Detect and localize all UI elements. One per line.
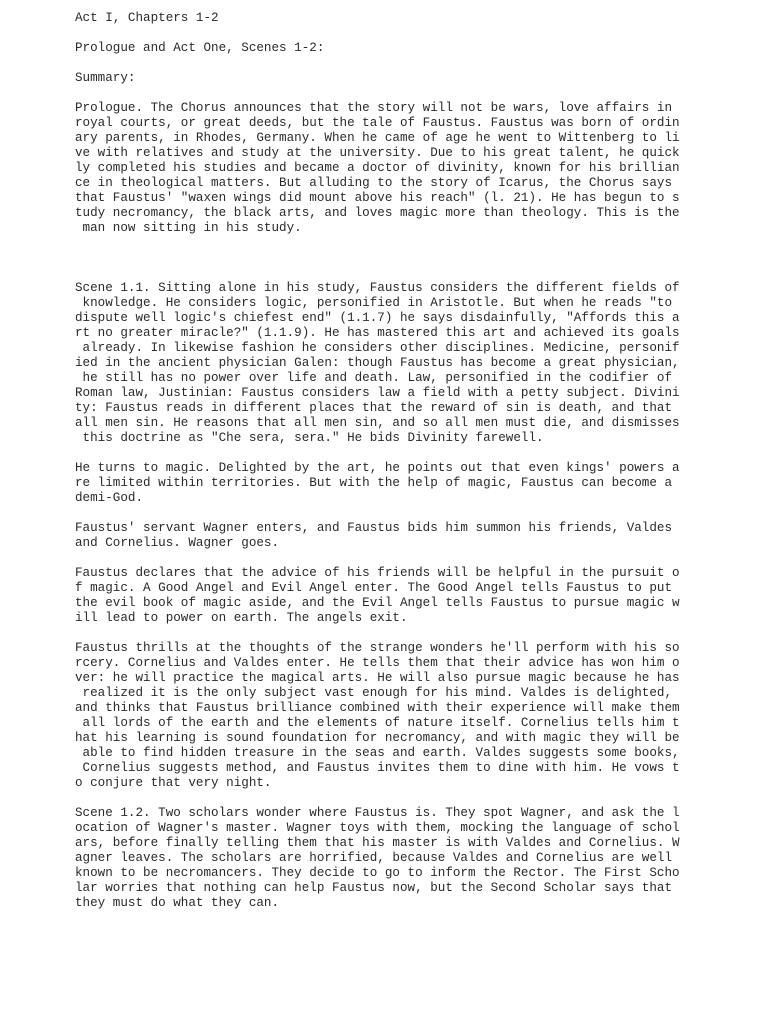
summary-label: Summary:: [75, 71, 136, 85]
text-line: Scene 1.1. Sitting alone in his study, Faustus considers the different fields of: [75, 281, 680, 295]
paragraph-scene-1-2: [75, 806, 680, 911]
text-line: realized it is the only subject vast enough for his mind. Valdes is delighted,: [75, 686, 673, 700]
text-line: ty: Faustus reads in different places that the reward of sin is death, and that: [75, 401, 673, 415]
text-line: Faustus' servant Wagner enters, and Faustus bids him summon his friends, Valdes: [75, 521, 673, 535]
text-line: re limited within territories. But with the help of magic, Faustus can become a: [75, 476, 673, 490]
text-line: dispute well logic's chiefest end" (1.1.7) he says disdainfully, "Affords this a: [75, 311, 680, 325]
text-line: Scene 1.2. Two scholars wonder where Faustus is. They spot Wagner, and ask the l: [75, 806, 680, 820]
text-line: known to be necromancers. They decide to go to inform the Rector. The First Scho: [75, 866, 680, 880]
text-line: tudy necromancy, the black arts, and loves magic more than theology. This is the: [75, 206, 680, 220]
text-line: o conjure that very night.: [75, 776, 272, 790]
text-line: and Cornelius. Wagner goes.: [75, 536, 280, 550]
text-line: rcery. Cornelius and Valdes enter. He tells them that their advice has won him o: [75, 656, 680, 670]
paragraph-scene-1-1: [75, 281, 680, 446]
text-line: he still has no power over life and death. Law, personified in the codifier of: [75, 371, 673, 385]
text-line: f magic. A Good Angel and Evil Angel enter. The Good Angel tells Faustus to put: [75, 581, 673, 595]
text-line: this doctrine as "Che sera, sera." He bids Divinity farewell.: [75, 431, 544, 445]
text-line: the evil book of magic aside, and the Evil Angel tells Faustus to pursue magic w: [75, 596, 680, 610]
text-line: all lords of the earth and the elements of nature itself. Cornelius tells him t: [75, 716, 680, 730]
text-line: all men sin. He reasons that all men sin, and so all men must die, and dismisses: [75, 416, 680, 430]
spacer: [75, 86, 675, 101]
text-line: ill lead to power on earth. The angels exit.: [75, 611, 408, 625]
paragraph-prologue: [75, 101, 680, 236]
text-line: Faustus thrills at the thoughts of the strange wonders he'll perform with his so: [75, 641, 680, 655]
text-line: royal courts, or great deeds, but the tale of Faustus. Faustus was born of ordin: [75, 116, 680, 130]
text-line: Faustus declares that the advice of his friends will be helpful in the pursuit o: [75, 566, 680, 580]
text-line: able to find hidden treasure in the seas and earth. Valdes suggests some books,: [75, 746, 680, 760]
text-line: demi-God.: [75, 491, 144, 505]
spacer: [75, 626, 675, 641]
text-line: rt no greater miracle?" (1.1.9). He has mastered this art and achieved its goals: [75, 326, 680, 340]
spacer: [75, 26, 675, 41]
text-line: and thinks that Faustus brilliance combined with their experience will make them: [75, 701, 680, 715]
text-line: ver: he will practice the magical arts. He will also pursue magic because he has: [75, 671, 680, 685]
document-subheading: Prologue and Act One, Scenes 1-2:: [75, 41, 325, 55]
paragraph-wagner-enters: [75, 521, 675, 551]
text-line: ary parents, in Rhodes, Germany. When he came of age he went to Wittenberg to li: [75, 131, 680, 145]
text-line: Prologue. The Chorus announces that the story will not be wars, love affairs in: [75, 101, 673, 115]
spacer: [75, 236, 675, 281]
spacer: [75, 56, 675, 71]
text-line: that Faustus' "waxen wings did mount above his reach" (l. 21). He has begun to s: [75, 191, 680, 205]
text-line: Cornelius suggests method, and Faustus invites them to dine with him. He vows t: [75, 761, 680, 775]
paragraph-turns-to-magic: [75, 461, 680, 506]
text-line: ve with relatives and study at the university. Due to his great talent, he quick: [75, 146, 680, 160]
text-line: ars, before finally telling them that his master is with Valdes and Cornelius. W: [75, 836, 680, 850]
text-line: He turns to magic. Delighted by the art, he points out that even kings' powers a: [75, 461, 680, 475]
text-line: Roman law, Justinian: Faustus considers law a field with a petty subject. Divini: [75, 386, 680, 400]
text-line: hat his learning is sound foundation for necromancy, and with magic they will be: [75, 731, 680, 745]
spacer: [75, 446, 675, 461]
text-line: ied in the ancient physician Galen: though Faustus has become a great physician,: [75, 356, 680, 370]
text-line: they must do what they can.: [75, 896, 280, 910]
paragraph-sorcery: [75, 641, 680, 791]
spacer: [75, 791, 675, 806]
text-line: agner leaves. The scholars are horrified, because Valdes and Cornelius are well: [75, 851, 673, 865]
text-line: knowledge. He considers logic, personified in Aristotle. But when he reads "to: [75, 296, 673, 310]
paragraph-angels: [75, 566, 680, 626]
text-line: man now sitting in his study.: [75, 221, 302, 235]
text-line: ce in theological matters. But alluding to the story of Icarus, the Chorus says: [75, 176, 673, 190]
document-heading: Act I, Chapters 1-2: [75, 11, 219, 25]
text-line: ocation of Wagner's master. Wagner toys with them, mocking the language of schol: [75, 821, 680, 835]
document-page: [75, 11, 680, 911]
text-line: lar worries that nothing can help Faustus now, but the Second Scholar says that: [75, 881, 673, 895]
text-line: ly completed his studies and became a doctor of divinity, known for his brillian: [75, 161, 680, 175]
spacer: [75, 506, 675, 521]
spacer: [75, 551, 675, 566]
text-line: already. In likewise fashion he considers other disciplines. Medicine, personif: [75, 341, 680, 355]
